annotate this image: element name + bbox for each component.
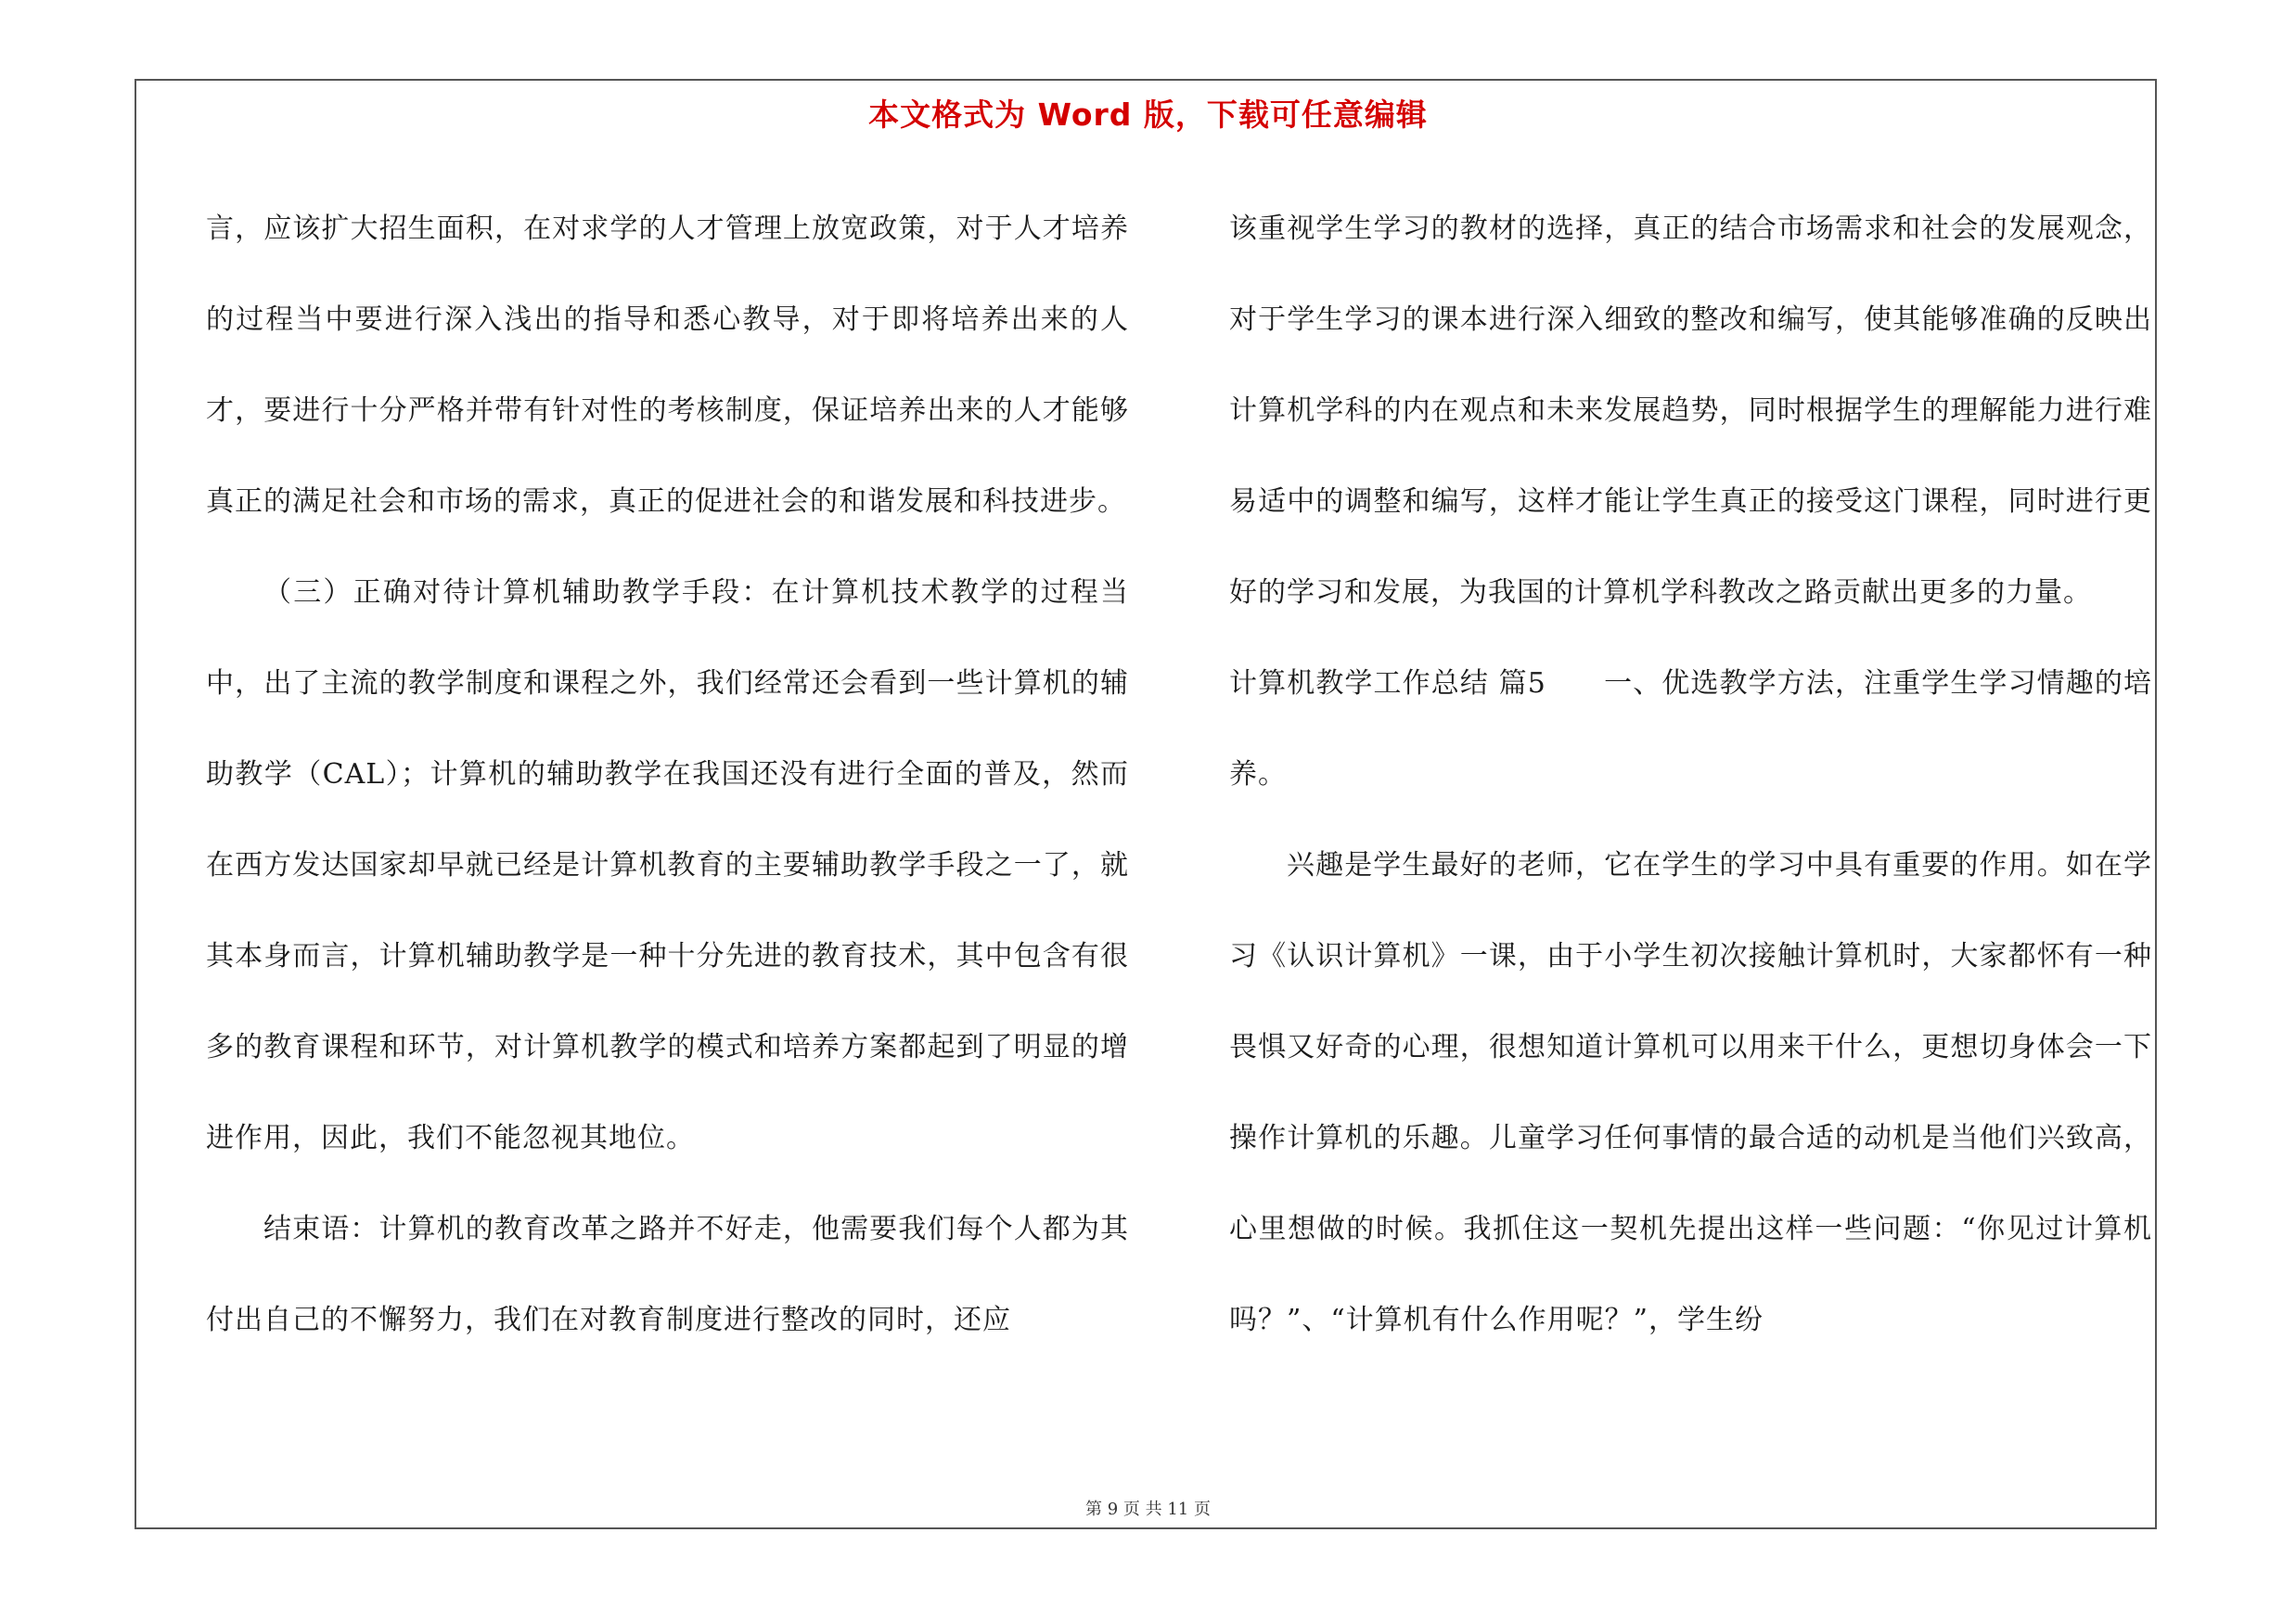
format-banner: 本文格式为 Word 版，下载可任意编辑: [868, 97, 1428, 133]
body-paragraph: （三）正确对待计算机辅助教学手段：在计算机技术教学的过程当中，出了主流的教学制度和课程之外，我们经常还会看到一些计算机的辅助教学（CAL）；计算机的辅助教学在我国还没有进行全面的普及，然而在西方发达国家却早就已经是计算机教育的主要辅助教学手段之一了，就其本身而言，计算机辅助教学是一种十分先进的教育技术，其中包含有很多的教育课程和环节，对计算机教学的模式和培养方案都起到了明显的增进作用，因此，我们不能忽视其地位。: [206, 576, 1129, 1154]
page-number: 第 9 页 共 11 页: [1085, 1500, 1211, 1519]
left-column: [206, 184, 1129, 1474]
section-heading-paragraph: 计算机教学工作总结 篇5 一、优选教学方法，注重学生学习情趣的培养。: [1229, 667, 2152, 791]
body-paragraph: 言，应该扩大招生面积，在对求学的人才管理上放宽政策，对于人才培养的过程当中要进行深入浅出的指导和悉心教导，对于即将培养出来的人才，要进行十分严格并带有针对性的考核制度，保证培养出来的人才能够真正的满足社会和市场的需求，真正的促进社会的和谐发展和科技进步。: [206, 213, 1129, 518]
body-paragraph: 兴趣是学生最好的老师，它在学生的学习中具有重要的作用。如在学习《认识计算机》一课，由于小学生初次接触计算机时，大家都怀有一种畏惧又好奇的心理，很想知道计算机可以用来干什么，更想切身体会一下操作计算机的乐趣。儿童学习任何事情的最合适的动机是当他们兴致高，心里想做的时候。我抓住这一契机先提出这样一些问题：“你见过计算机吗？”、“计算机有什么作用呢？”，学生纷: [1229, 849, 2152, 1336]
body-paragraph: 结束语：计算机的教育改革之路并不好走，他需要我们每个人都为其付出自己的不懈努力，我们在对教育制度进行整改的同时，还应: [206, 1213, 1129, 1336]
right-column: [1229, 184, 2152, 1474]
body-paragraph: 该重视学生学习的教材的选择，真正的结合市场需求和社会的发展观念，对于学生学习的课本进行深入细致的整改和编写，使其能够准确的反映出计算机学科的内在观点和未来发展趋势，同时根据学生的理解能力进行难易适中的调整和编写，这样才能让学生真正的接受这门课程，同时进行更好的学习和发展，为我国的计算机学科教改之路贡献出更多的力量。: [1229, 213, 2152, 609]
